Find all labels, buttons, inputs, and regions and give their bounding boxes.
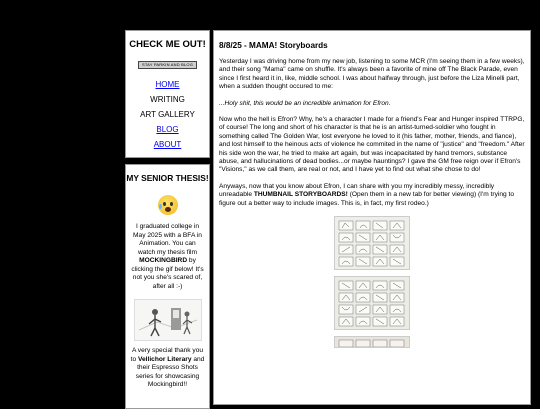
post-title: 8/8/25 - MAMA! Storyboards	[219, 41, 328, 50]
post-paragraph-3	[219, 183, 525, 208]
thanks-text	[130, 347, 205, 390]
nav-about-link[interactable]: ABOUT	[153, 140, 182, 149]
thumbnail-storyboards-label: THUMBNAIL STORYBOARDS!	[253, 191, 348, 199]
storyboard-image-2[interactable]	[334, 276, 410, 330]
stamp-badge: STAY PARKIN AND BLOG	[138, 61, 197, 69]
storyboard-image-3[interactable]	[334, 336, 410, 348]
nav-home-link[interactable]: HOME	[155, 80, 180, 89]
thesis-heading: MY SENIOR THESIS!	[126, 173, 209, 183]
post-p3-part1: Anyways, now that you know about Efron, I can share with you my incredibly messy, incredibly unreadable	[219, 182, 495, 199]
vellichor-literary: Vellichor Literary	[137, 355, 192, 363]
senior-thesis-box	[125, 164, 210, 409]
nav-menu	[126, 77, 209, 152]
sidebar	[125, 30, 210, 409]
storyboard-image-1[interactable]	[334, 216, 410, 270]
sidebar-heading: CHECK ME OUT!	[129, 39, 206, 50]
blog-post-panel	[213, 30, 531, 405]
check-me-out-box	[125, 30, 210, 158]
fearful-face-emoji-icon	[158, 195, 178, 215]
thesis-text-part2: by clicking the gif below! It's not you she's scared of, after all :-)	[131, 257, 204, 290]
post-paragraph-1: Yesterday I was driving home from my new job, listening to some MCR (I'm seeing them in a few weeks), and their song "Mama" came on shuffle. It's always been a favorite of mine off The Black Parade, even since I first heard it in, like, middle school. I was about halfway through, just before the Liza Minelli part, when a sudden thought occured to me:	[219, 58, 525, 91]
thanks-part2: and their Espresso Shots series for showcasing Mockingbird!!	[135, 355, 205, 388]
nav-writing-label: WRITING	[150, 95, 185, 104]
thesis-text-part1: I graduated college in May 2025 with a BFA in Animation. You can watch my thesis film	[133, 223, 202, 256]
nav-blog-link[interactable]: BLOG	[156, 125, 179, 134]
post-p3-part2: (Open them in a new tab for better viewing) (I'm trying to figure out a better way to include images. This is, in fact, my first rodeo.)	[219, 191, 515, 207]
thesis-gif[interactable]	[134, 299, 202, 341]
post-paragraph-2: Now who the hell is Efron? Why, he's a character I made for a friend's Fear and Hunger inspired TTRPG, of course! The long and short of his character is that he is an artist-turned-soldier who fought in something called The Golden War, lost everyone he loved to it (his father, mother, friends, and fiance), and lost himself to the heinous acts of violence he commited in the name of "justice" and "freedom." After his side won the war, he tried to make art again, but was incapacitated by hand tremors, substance abuse, and hallucinations of dead bodies...or maybe hauntings? I gave the GM free reign over if Efron's "Visions," as we call them, are real or not, and I have yet to find out what she chose to do!	[219, 116, 525, 174]
nav-art-gallery-label: ART GALLERY	[140, 110, 195, 119]
thesis-description	[131, 223, 204, 291]
thanks-part1: A very special thank you to	[130, 347, 204, 363]
post-quote: ...Holy shit, this would be an incredible animation for Efron.	[219, 99, 391, 107]
thesis-film-title: MOCKINGBIRD	[139, 257, 188, 264]
